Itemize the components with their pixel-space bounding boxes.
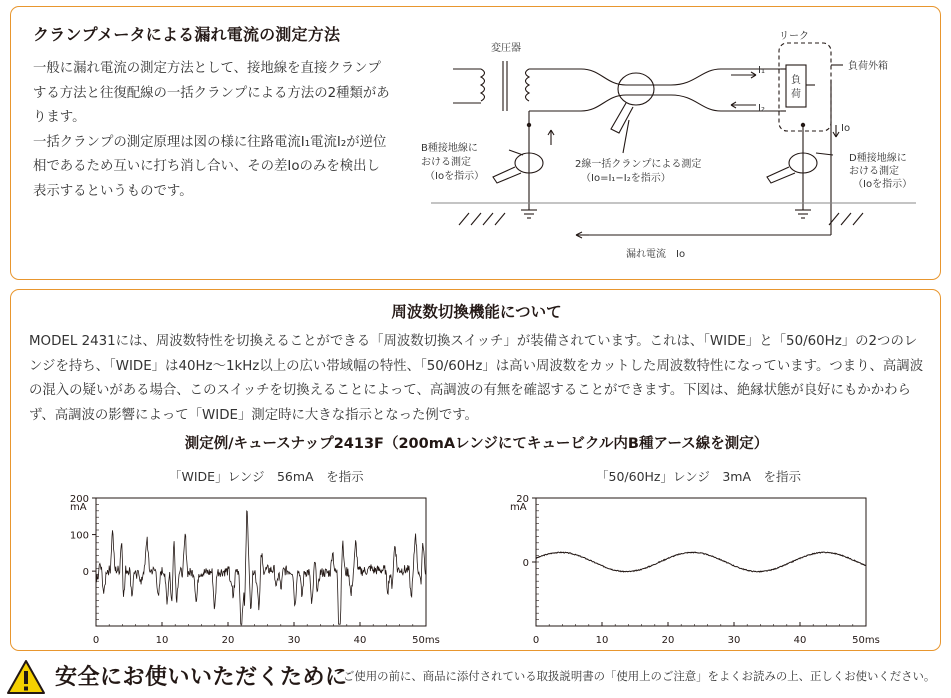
y-tick-label: 0 bbox=[82, 567, 89, 579]
frequency-description: MODEL 2431には、周波数特性を切換えることができる「周波数切換スイッチ」が装備されています。これは、「WIDE」と「50/60Hz」の2つのレンジを持ち、「WIDE」は40Hz〜1kHz以上の広い帯域幅の特性、「50/60Hz」は高い周波数をカットした周波数特性になっています。つまり、高調波の混入の疑いがある場合、このスイッチを切換えることによって、高調波の有無を確認することができます。下図は、絶縁状態が良好にもかかわらず、高調波の影響によって「WIDE」測定時に大きな指示となった例です。 bbox=[29, 334, 924, 423]
waveform-line bbox=[536, 552, 866, 572]
x-tick-label: 40 bbox=[353, 635, 367, 646]
x-tick-label: 30 bbox=[727, 635, 741, 646]
two-wire-clamp-label: 2線一括クランプによる測定 bbox=[575, 159, 702, 170]
waveform-line bbox=[96, 511, 426, 624]
y-tick-label: 20 bbox=[516, 494, 529, 505]
io-label: Io bbox=[841, 123, 851, 134]
safety-title: 安全にお使いいただくために bbox=[55, 665, 348, 690]
method-description bbox=[33, 57, 393, 204]
two-wire-clamp-label: （Io=I₁−I₂を指示） bbox=[581, 173, 671, 184]
wide-range-waveform-chart bbox=[51, 486, 443, 646]
x-tick-label: 40 bbox=[793, 635, 807, 646]
section-title: クランプメータによる漏れ電流の測定方法 bbox=[33, 25, 341, 44]
x-tick-label: 0 bbox=[92, 635, 100, 646]
x-tick-label: 50ms bbox=[852, 635, 880, 646]
leakage-current-diagram bbox=[411, 25, 931, 277]
b-ground-label: （Ioを指示） bbox=[425, 171, 485, 182]
i2-label: I₂ bbox=[758, 103, 765, 114]
y-tick-label: 0 bbox=[522, 558, 529, 569]
leak-current-label: 漏れ電流 Io bbox=[626, 249, 686, 260]
x-tick-label: 20 bbox=[221, 635, 235, 646]
paragraph: 一括クランプの測定原理は図の様に往路電流I₁電流I₂が逆位相であるため互いに打ち消し合い、その差Ioのみを検出し表示するというものです。 bbox=[33, 134, 387, 199]
d-ground-label: おける測定 bbox=[849, 166, 899, 177]
chart-5060-title: 「50/60Hz」レンジ 3mA を指示 bbox=[596, 469, 802, 484]
y-tick-label: 200 bbox=[69, 494, 89, 505]
x-tick-label: 20 bbox=[661, 635, 675, 646]
transformer-label: 変圧器 bbox=[491, 43, 521, 54]
leak-label: リーク bbox=[779, 31, 809, 42]
plot-frame bbox=[536, 498, 866, 626]
b-ground-label: おける測定 bbox=[421, 157, 471, 168]
clamp-method-panel bbox=[10, 6, 941, 280]
x-tick-label: 50ms bbox=[412, 635, 440, 646]
y-unit-label: mA bbox=[510, 502, 527, 513]
x-tick-label: 0 bbox=[532, 635, 540, 646]
x-tick-label: 10 bbox=[595, 635, 609, 646]
d-ground-label: （Ioを指示） bbox=[853, 179, 913, 190]
x-tick-label: 30 bbox=[287, 635, 301, 646]
i1-label: I₁ bbox=[758, 65, 765, 76]
frequency-switch-panel bbox=[10, 289, 941, 651]
x-tick-label: 10 bbox=[155, 635, 169, 646]
paragraph: 一般に漏れ電流の測定方法として、接地線を直接クランプする方法と往復配線の一括クランプによる方法の2種類があります。 bbox=[33, 61, 390, 125]
example-title: 測定例/キュースナップ2413F（200mAレンジにてキュービクル内B種アース線を測定） bbox=[184, 436, 769, 452]
chart-wide-title: 「WIDE」レンジ 56mA を指示 bbox=[169, 469, 364, 484]
section-title: 周波数切換機能について bbox=[391, 303, 562, 321]
d-ground-label: D種接地線に bbox=[849, 153, 907, 164]
safety-notice: ご使用の前に、商品に添付されている取扱説明書の「使用上のご注意」をよくお読みの上、正しくお使いください。 bbox=[343, 669, 936, 683]
load-label-1: 負 bbox=[791, 75, 801, 86]
b-ground-label: B種接地線に bbox=[421, 143, 478, 154]
5060-range-waveform-chart bbox=[491, 486, 883, 646]
y-tick-label: 100 bbox=[69, 530, 89, 542]
load-label-2: 荷 bbox=[791, 89, 801, 100]
load-case-label: 負荷外箱 bbox=[848, 61, 888, 72]
warning-icon bbox=[6, 659, 46, 695]
y-unit-label: mA bbox=[70, 502, 87, 513]
